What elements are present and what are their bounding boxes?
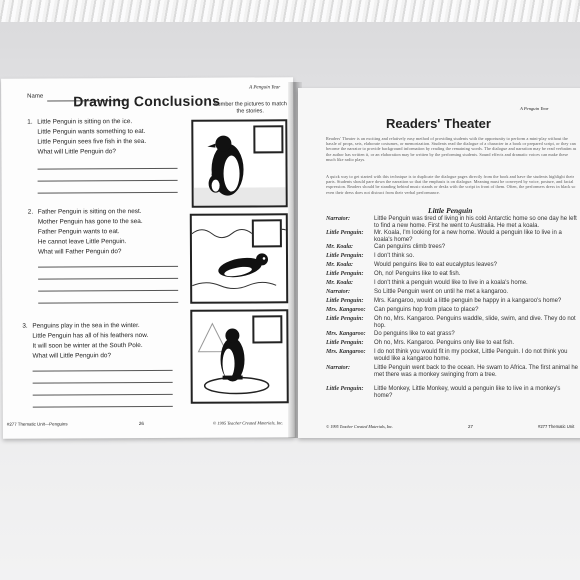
question-line: Little Penguin wants something to eat. <box>37 128 146 136</box>
answer-line <box>33 370 173 372</box>
answer-line <box>38 192 178 194</box>
right-header-tag: A Penguin Year <box>520 106 549 111</box>
right-page <box>298 88 580 438</box>
answer-number-box[interactable] <box>253 125 283 153</box>
speaker: Mrs. Kangaroo: <box>326 331 366 337</box>
speaker: Little Penguin: <box>326 340 364 346</box>
question-line: What will Little Penguin do? <box>37 148 116 156</box>
dialogue: Would penguins like to eat eucalyptus leaves? <box>374 262 497 268</box>
question-line: What will Father Penguin do? <box>37 248 122 256</box>
dialogue: I don't think so. <box>374 253 415 259</box>
left-page-number: 26 <box>138 421 145 427</box>
right-footer: #277 Thematic Unit <box>538 424 575 429</box>
dialogue: Mrs. Kangaroo, would a little penguin be happy in a kangaroo's home? <box>374 298 562 304</box>
question-line: Mother Penguin has gone to the sea. <box>37 218 143 226</box>
question-line: Little Penguin sees five fish in the sea. <box>37 138 147 146</box>
question-line: Little Penguin has all of his feathers now. <box>32 331 149 340</box>
picture-frame-1 <box>191 119 287 208</box>
question-line: Father Penguin is sitting on the nest. <box>37 208 142 216</box>
answer-line <box>38 302 178 304</box>
dialogue: Can penguins climb trees? <box>374 244 446 250</box>
speaker: Little Penguin: <box>326 253 364 259</box>
intro-paragraph-2: A quick way to get started with this technique is to duplicate the dialogue pages directly from the book and have the students highlight their parts. Students should pare down the narration so that the emphasis is on dialogue. Meaning must be conveyed by voice, posture, and facial expression. Readers should be standing behind music stands or desks with the script in front of them. Often, the performers dress in black so even their dress does not distract from their verbal performance. <box>326 174 576 195</box>
speaker: Little Penguin: <box>326 271 364 277</box>
answer-line <box>38 180 178 182</box>
dialogue: Do penguins like to eat grass? <box>374 331 455 337</box>
play-title: Little Penguin <box>428 206 473 215</box>
speaker: Mrs. Kangaroo: <box>326 307 366 313</box>
dialogue: Little Penguin was tired of living in his cold Antarctic home so one day he left to find a new home. First he went to Australia. He met a koala. <box>374 216 577 229</box>
picture-frame-2 <box>190 213 288 304</box>
dialogue: Oh no, Mrs. Kangaroo. Penguins waddle, slide, swim, and dive. They do not hop. <box>374 316 576 329</box>
answer-line <box>38 266 178 268</box>
right-page-number: 27 <box>468 424 473 429</box>
question-line: It will soon be winter at the South Pole. <box>32 342 143 350</box>
speaker: Little Penguin: <box>326 298 364 304</box>
speaker: Mr. Koala: <box>326 280 354 286</box>
dialogue: So Little Penguin went on until he met a kangaroo. <box>374 289 509 295</box>
question-line: Father Penguin wants to eat. <box>37 228 120 236</box>
speaker: Little Penguin: <box>326 230 364 236</box>
question-line: Penguins play in the sea in the winter. <box>32 322 140 330</box>
question-line: Little Penguin is sitting on the ice. <box>37 118 133 126</box>
picture-frame-3 <box>190 309 288 404</box>
dialogue: Mr. Koala, I'm looking for a new home. Would a penguin like to live in a koala's home? <box>374 230 562 243</box>
dialogue: I don't think a penguin would like to live in a koala's home. <box>374 280 528 286</box>
speaker: Narrator: <box>326 365 351 371</box>
left-page <box>1 77 295 439</box>
dialogue: Little Monkey, Little Monkey, would a penguin like to live in a monkey's home? <box>374 386 561 399</box>
dialogue: Little Penguin went back to the ocean. He swam to Africa. The first animal he met there was a monkey swinging from a tree. <box>374 365 578 378</box>
dialogue: Can penguins hop from place to place? <box>374 307 479 313</box>
speaker: Mr. Koala: <box>326 262 354 268</box>
intro-paragraph-1: Readers' Theater is an exciting and relatively easy method of providing students with the opportunity to perform a mini-play without the hassle of props, sets, elaborate costumes, or memorization. Students read the dialogue of a character in a book or prepared script, or they can become the narrator to provide background information by reading the remaining words. The dialogue and narration may be read verbatim as the author has written it, or an elaboration may be written by the performing students. Sound effects and dramatic voices can make these much like radio plays. <box>326 136 577 162</box>
answer-number-box[interactable] <box>252 315 282 343</box>
answer-line <box>33 406 173 408</box>
speaker: Mr. Koala: <box>326 244 354 250</box>
question-number: 1. <box>27 118 33 126</box>
question-number: 2. <box>27 208 34 216</box>
answer-line <box>33 382 173 384</box>
question-line: What will Little Penguin do? <box>32 352 112 360</box>
left-copyright: © 1995 Teacher Created Materials, Inc. <box>212 420 284 426</box>
speaker: Little Penguin: <box>326 316 364 322</box>
answer-line <box>38 278 178 280</box>
open-workbook <box>0 78 580 440</box>
speaker: Little Penguin: <box>326 386 364 392</box>
fur-rug-texture <box>0 0 580 22</box>
speaker: Narrator: <box>326 216 351 222</box>
question-line: He cannot leave Little Penguin. <box>37 238 127 246</box>
left-footer: #277 Thematic Unit—Penguins <box>6 421 68 427</box>
name-label: Name <box>27 93 44 100</box>
answer-number-box[interactable] <box>252 219 282 247</box>
page-title: Drawing Conclusions <box>73 92 221 110</box>
dialogue: I do not think you would fit in my pocket, Little Penguin. I do not think you would like a kangaroo home. <box>374 349 568 362</box>
readers-theater-title: Readers' Theater <box>386 116 491 131</box>
left-header-tag: A Penguin Year <box>249 85 281 91</box>
right-copyright: © 1995 Teacher Created Materials, Inc. <box>326 424 394 429</box>
answer-line <box>38 290 178 292</box>
answer-line <box>33 394 173 396</box>
speaker: Mrs. Kangaroo: <box>326 349 366 355</box>
question-number: 3. <box>22 322 28 330</box>
dialogue: Oh, no! Penguins like to eat fish. <box>374 271 461 277</box>
instruction-text: Number the pictures to match the stories. <box>213 101 287 115</box>
speaker: Narrator: <box>326 289 351 295</box>
dialogue: Oh no, Mrs. Kangaroo. Penguins only like to eat fish. <box>374 340 515 346</box>
answer-line <box>38 168 178 170</box>
